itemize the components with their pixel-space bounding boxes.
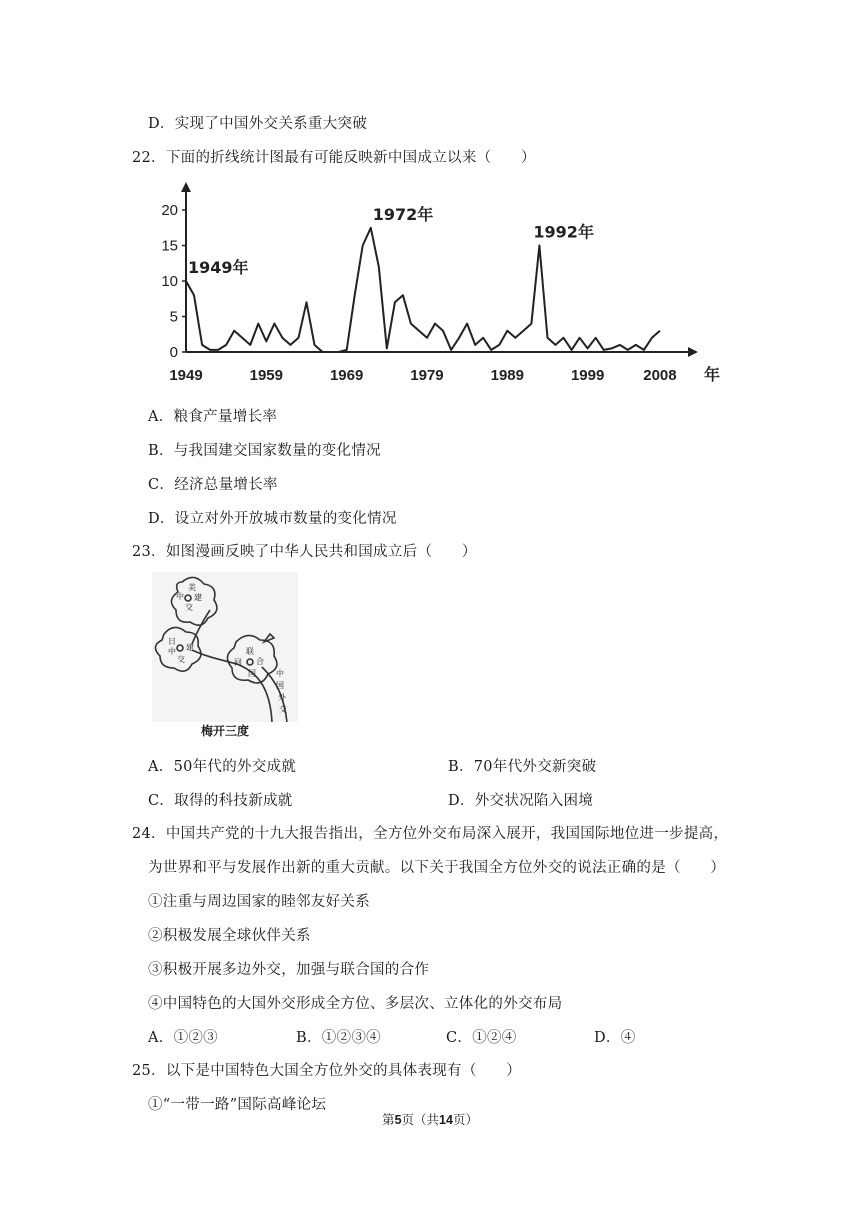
- x-tick-label: 1999: [570, 367, 605, 384]
- branch-char-1: 中: [276, 669, 284, 678]
- x-tick-label: 1979: [410, 367, 444, 384]
- annotation-label: 1949年: [188, 258, 249, 277]
- plum-blossom-cartoon: [152, 572, 298, 742]
- q25-stem: 25．以下是中国特色大国全方位外交的具体表现有（ ）: [132, 1063, 522, 1079]
- flower1-char-1: 中: [176, 592, 184, 601]
- x-tick-label: 1989: [490, 367, 524, 384]
- footer-page-number: 5: [394, 1113, 402, 1127]
- line-chart: [160, 180, 740, 390]
- footer-total-pages: 14: [439, 1113, 453, 1127]
- y-tick-label: 0: [169, 344, 178, 361]
- q25-item-1: ①“一带一路”国际高峰论坛: [148, 1097, 327, 1113]
- y-tick-label: 5: [169, 308, 178, 326]
- flower1-char-2: 美: [188, 583, 196, 592]
- q22-stem: 22．下面的折线统计图最有可能反映新中国成立以来（ ）: [132, 150, 536, 166]
- q24-option-c: C．①②④: [446, 1030, 517, 1046]
- footer-middle: 页（共: [401, 1112, 440, 1127]
- q22-option-d: D．设立对外开放城市数量的变化情况: [148, 511, 397, 527]
- cartoon-caption: 梅开三度: [200, 724, 249, 738]
- flower3-char-2: 合: [256, 657, 264, 666]
- annotation-label: 1992年: [533, 222, 594, 242]
- q24-item-3: ③积极开展多边外交，加强与联合国的合作: [148, 962, 430, 978]
- q23-option-a: A．50年代的外交成就: [148, 759, 297, 775]
- q24-item-2: ②积极发展全球伙伴关系: [148, 928, 311, 944]
- flower1-char-4: 交: [185, 603, 193, 612]
- branch-char-4: 交: [279, 705, 287, 714]
- q24-item-1: ①注重与周边国家的睦邻友好关系: [148, 894, 370, 910]
- x-tick-label: 2008: [643, 367, 677, 384]
- page-footer: [0, 1110, 860, 1128]
- x-axis-unit: 年: [704, 365, 721, 384]
- branch-char-2: 国: [276, 681, 284, 690]
- flower2-char-4: 交: [177, 655, 185, 664]
- flower1-char-3: 建: [194, 593, 202, 602]
- x-axis-arrow: [688, 347, 698, 357]
- y-tick-label: 20: [161, 202, 178, 219]
- q23-option-d: D．外交状况陷入困境: [448, 793, 594, 809]
- q22-option-b: B．与我国建交国家数量的变化情况: [148, 443, 381, 459]
- y-tick-label: 10: [161, 273, 178, 290]
- flower3-char-3: 国: [248, 669, 256, 678]
- y-tick-label: 15: [161, 237, 178, 255]
- q23-option-b: B．70年代外交新突破: [448, 759, 597, 775]
- y-axis-arrow: [181, 182, 191, 192]
- q22-option-c: C．经济总量增长率: [148, 477, 278, 493]
- q23-stem: 23．如图漫画反映了中华人民共和国成立后（ ）: [132, 544, 477, 560]
- x-tick-label: 1959: [249, 367, 284, 384]
- q24-stem-line2: 为世界和平与发展作出新的重大贡献。以下关于我国全方位外交的说法正确的是（ ）: [148, 860, 726, 876]
- q21-option-d: D．实现了中国外交关系重大突破: [148, 116, 368, 132]
- annotation-label: 1972年: [372, 204, 434, 224]
- q24-item-4: ④中国特色的大国外交形成全方位、多层次、立体化的外交布局: [148, 996, 563, 1012]
- branch-char-3: 外: [278, 693, 286, 702]
- cartoon-drawing: [152, 572, 298, 722]
- footer-prefix: 第: [382, 1112, 395, 1127]
- q23-option-c: C．取得的科技新成就: [148, 793, 293, 809]
- line-chart-svg: [160, 180, 740, 390]
- q24-option-d: D．④: [594, 1030, 636, 1046]
- flower2-char-3: 建: [186, 643, 194, 652]
- flower2-char-1: 日: [168, 637, 176, 646]
- series-line: [186, 228, 660, 352]
- flower2-char-2: 中: [168, 647, 176, 656]
- q24-stem-line1: 24．中国共产党的十九大报告指出，全方位外交布局深入展开，我国国际地位进一步提高，: [132, 826, 729, 842]
- q24-option-a: A．①②③: [148, 1030, 218, 1046]
- q22-option-a: A．粮食产量增长率: [148, 409, 278, 425]
- q24-option-b: B．①②③④: [296, 1030, 381, 1046]
- flower3-char-4: 回: [234, 658, 242, 667]
- x-tick-label: 1949: [169, 367, 203, 384]
- flower3-char-1: 联: [246, 647, 254, 656]
- footer-suffix: 页）: [452, 1112, 478, 1127]
- x-tick-label: 1969: [329, 367, 364, 384]
